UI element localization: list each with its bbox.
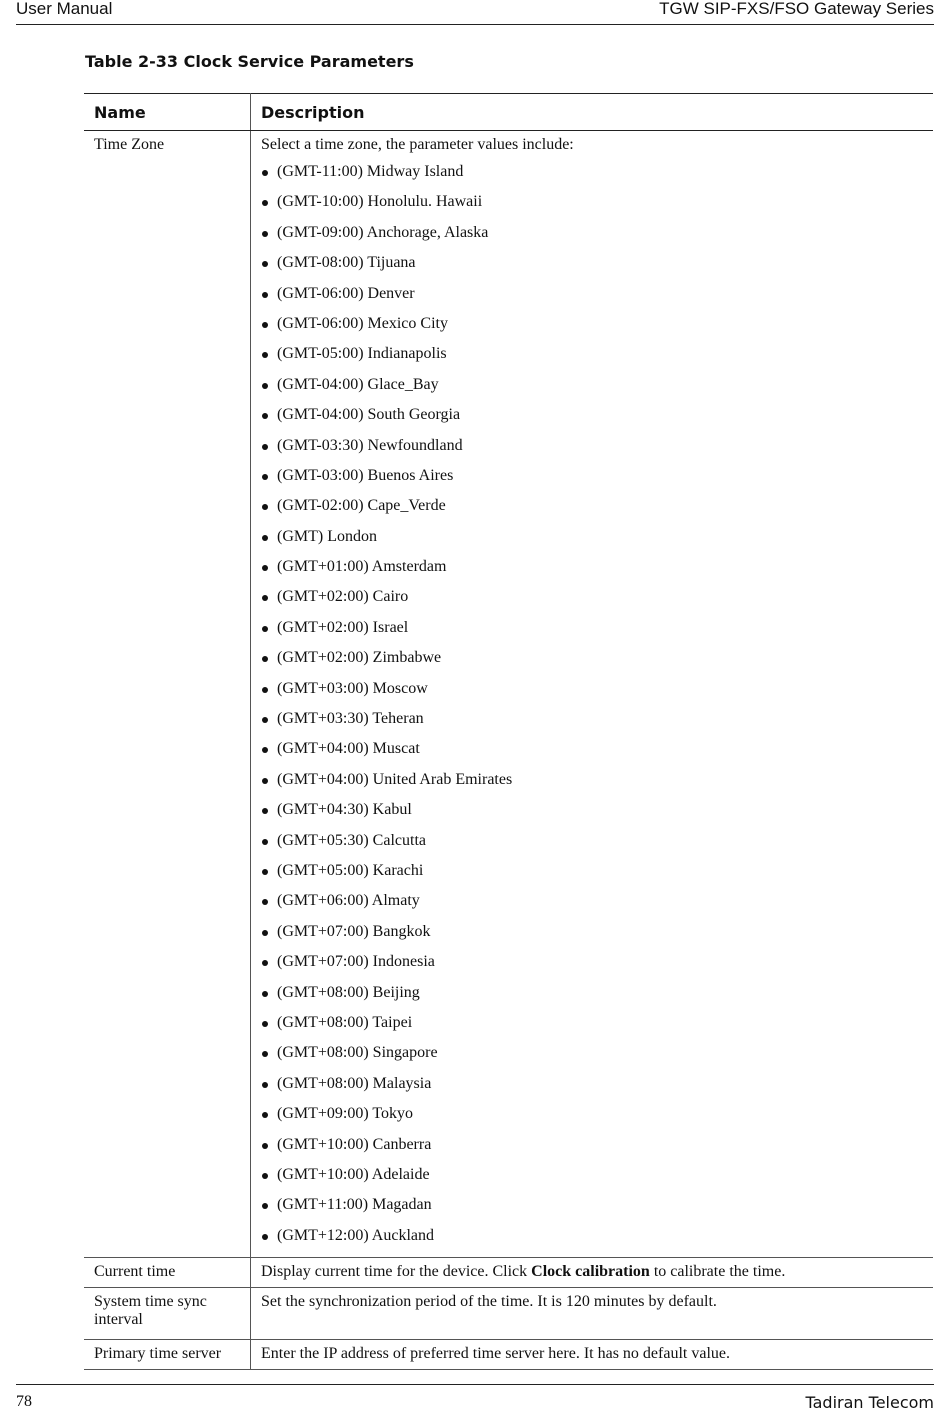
- clock-service-parameters-table: [84, 93, 933, 1370]
- time-zone-option: (GMT-11:00) Midway Island: [261, 157, 923, 187]
- time-zone-option: (GMT+05:30) Calcutta: [261, 826, 923, 856]
- time-zone-option: (GMT+03:00) Moscow: [261, 674, 923, 704]
- time-zone-option: (GMT) London: [261, 522, 923, 552]
- time-zone-option: (GMT+07:00) Indonesia: [261, 947, 923, 977]
- time-zone-option: (GMT+02:00) Cairo: [261, 582, 923, 612]
- param-description: Set the synchronization period of the time. It is 120 minutes by default.: [251, 1288, 934, 1340]
- time-zone-option: (GMT+08:00) Beijing: [261, 978, 923, 1008]
- time-zone-option: (GMT+10:00) Canberra: [261, 1130, 923, 1160]
- page-number: 78: [16, 1393, 32, 1410]
- desc-text: Display current time for the device. Click: [261, 1263, 532, 1281]
- header-left-title: User Manual: [16, 0, 113, 18]
- param-description: [251, 1258, 934, 1288]
- time-zone-option: (GMT+10:00) Adelaide: [261, 1160, 923, 1190]
- time-zone-option: (GMT-09:00) Anchorage, Alaska: [261, 218, 923, 248]
- column-header-name: Name: [84, 94, 251, 131]
- time-zone-option: (GMT-08:00) Tijuana: [261, 248, 923, 278]
- time-zone-option: (GMT+01:00) Amsterdam: [261, 552, 923, 582]
- param-description: Enter the IP address of preferred time server here. It has no default value.: [251, 1340, 934, 1370]
- table-row-sync-interval: [84, 1288, 933, 1340]
- time-zone-option: (GMT+04:00) Muscat: [261, 734, 923, 764]
- param-name: Time Zone: [84, 131, 251, 1258]
- param-description: [251, 131, 934, 1258]
- time-zone-option: (GMT+02:00) Israel: [261, 613, 923, 643]
- time-zone-option: (GMT+02:00) Zimbabwe: [261, 643, 923, 673]
- time-zone-list: [261, 157, 923, 1251]
- time-zone-option: (GMT+06:00) Almaty: [261, 886, 923, 916]
- time-zone-option: (GMT-02:00) Cape_Verde: [261, 491, 923, 521]
- time-zone-option: (GMT-06:00) Denver: [261, 279, 923, 309]
- time-zone-option: (GMT-06:00) Mexico City: [261, 309, 923, 339]
- time-zone-option: (GMT-03:00) Buenos Aires: [261, 461, 923, 491]
- page-footer: [16, 1384, 934, 1412]
- time-zone-option: (GMT+08:00) Taipei: [261, 1008, 923, 1038]
- time-zone-option: (GMT-04:00) South Georgia: [261, 400, 923, 430]
- page-header: [16, 0, 934, 25]
- time-zone-option: (GMT+03:30) Teheran: [261, 704, 923, 734]
- brand-name: Tadiran Telecom: [805, 1393, 934, 1412]
- param-name: Current time: [84, 1258, 251, 1288]
- param-name: Primary time server: [84, 1340, 251, 1370]
- time-zone-intro: Select a time zone, the parameter values include:: [261, 136, 574, 153]
- column-header-description: Description: [251, 94, 934, 131]
- header-right-title: TGW SIP-FXS/FSO Gateway Series: [659, 0, 934, 18]
- time-zone-option: (GMT+04:00) United Arab Emirates: [261, 765, 923, 795]
- time-zone-option: (GMT+12:00) Auckland: [261, 1221, 923, 1251]
- time-zone-option: (GMT+08:00) Singapore: [261, 1038, 923, 1068]
- table-header-row: [84, 94, 933, 131]
- table-row-current-time: [84, 1258, 933, 1288]
- table-caption: Table 2-33 Clock Service Parameters: [85, 52, 414, 71]
- time-zone-option: (GMT+07:00) Bangkok: [261, 917, 923, 947]
- time-zone-option: (GMT+09:00) Tokyo: [261, 1099, 923, 1129]
- time-zone-option: (GMT+08:00) Malaysia: [261, 1069, 923, 1099]
- time-zone-option: (GMT-05:00) Indianapolis: [261, 339, 923, 369]
- time-zone-option: (GMT-10:00) Honolulu. Hawaii: [261, 187, 923, 217]
- time-zone-option: (GMT+04:30) Kabul: [261, 795, 923, 825]
- table-row-time-zone: [84, 131, 933, 1258]
- time-zone-option: (GMT-03:30) Newfoundland: [261, 431, 923, 461]
- param-name: System time sync interval: [84, 1288, 251, 1340]
- time-zone-option: (GMT+11:00) Magadan: [261, 1190, 923, 1220]
- time-zone-option: (GMT-04:00) Glace_Bay: [261, 370, 923, 400]
- clock-calibration-term: Clock calibration: [531, 1263, 650, 1281]
- table-row-primary-time-server: [84, 1340, 933, 1370]
- desc-text: to calibrate the time.: [649, 1263, 786, 1281]
- time-zone-option: (GMT+05:00) Karachi: [261, 856, 923, 886]
